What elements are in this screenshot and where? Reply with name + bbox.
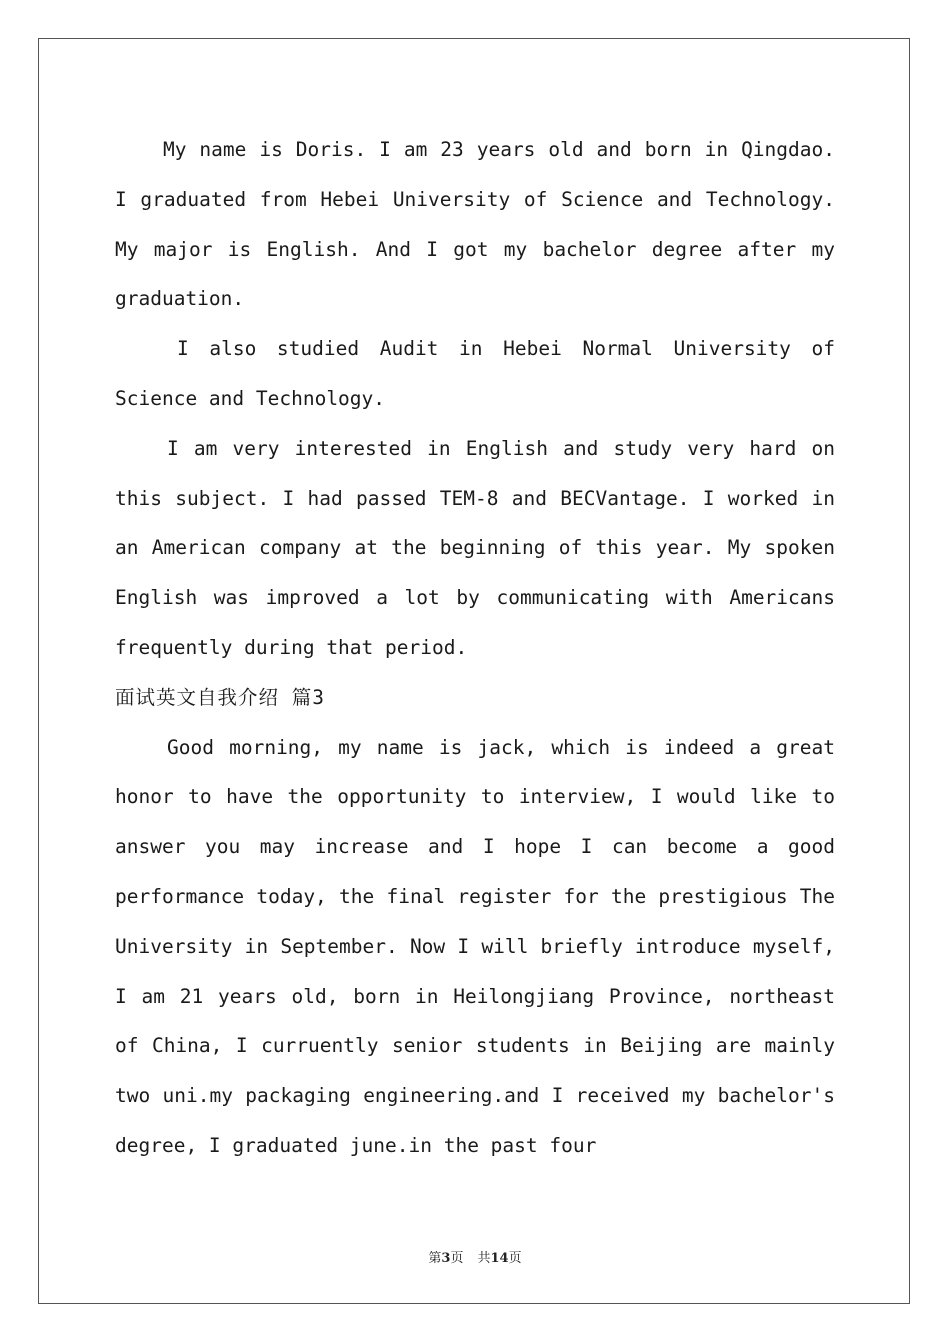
document-body bbox=[115, 125, 835, 1171]
total-suffix: 页 bbox=[508, 1251, 522, 1266]
page-suffix: 页 bbox=[450, 1251, 464, 1266]
page-prefix: 第 bbox=[428, 1251, 442, 1266]
paragraph-self-introduction: Good morning, my name is jack, which is indeed a great honor to have the opportunity to interview, I would like to answer you may increase and I hope I can become a good performance today, the final register for the prestigious The University in September. Now I will briefly introduce myself, I am 21 years old, born in Heilongjiang Province, northeast of China, I curruently senior students in Beijing are mainly two uni.my packaging engineering.and I received my bachelor's degree, I graduated june.in the past four bbox=[115, 735, 835, 1157]
total-pages: 14 bbox=[490, 1251, 509, 1266]
paragraph-english-interest: I am very interested in English and study very hard on this subject. I had passed TEM-8 and BECVantage. I worked in an American company at the beginning of this year. My spoken English was improved a lot by communicating with Americans frequently during that period. bbox=[115, 436, 835, 659]
paragraph-audit: I also studied Audit in Hebei Normal University of Science and Technology. bbox=[115, 337, 835, 410]
paragraph-intro: My name is Doris. I am 23 years old and born in Qingdao. I graduated from Hebei University of Science and Technology. My major is English. And I got my bachelor degree after my graduation. bbox=[115, 138, 835, 311]
page-footer bbox=[0, 1247, 950, 1266]
total-prefix: 共 bbox=[477, 1251, 491, 1266]
page-number: 3 bbox=[441, 1251, 451, 1266]
section-heading: 面试英文自我介绍 篇3 bbox=[115, 685, 325, 709]
